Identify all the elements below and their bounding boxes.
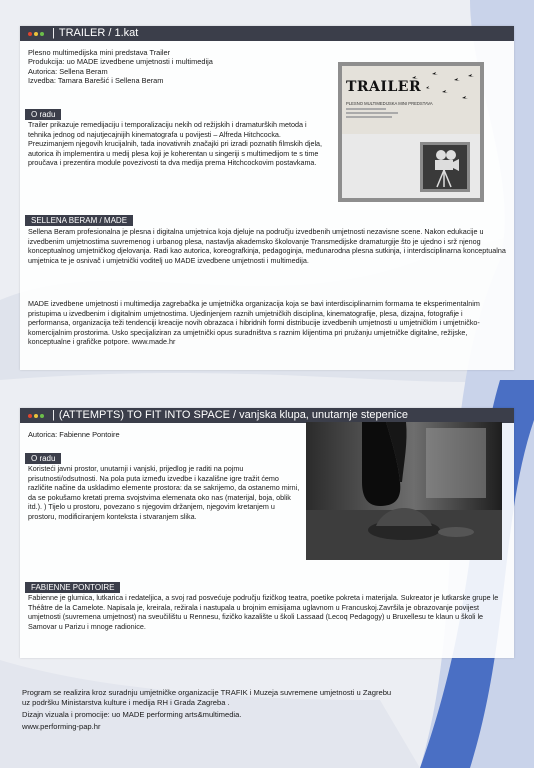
- trailer-poster: [338, 62, 484, 202]
- footer-line: Program se realizira kroz suradnju umjetničke organizacije TRAFIK i Muzeja suvremene umjetnosti u Zagrebu: [22, 688, 392, 697]
- film-camera-icon: [423, 145, 467, 189]
- dots-icon: [28, 32, 46, 36]
- section-title: (ATTEMPTS) TO FIT INTO SPACE / vanjska klupa, unutarnje stepenice: [58, 409, 408, 421]
- footer-line: uz podršku Ministarstva kulture i medija RH i Grada Zagreba .: [22, 698, 230, 707]
- poster-frame: [420, 142, 470, 192]
- section-title: TRAILER / 1.kat: [58, 27, 139, 39]
- poster-subtitle: PLESNO MULTIMEDIJSKA MINI PREDSTAVA: [346, 101, 433, 106]
- organization-bio: MADE izvedbene umjetnosti i multimedija zagrebačka je umjetnička organizacija koja se bavi interdisciplinarnim formama te eksperimentalnim pristupima u izvedbenim i digitalnim umjetnostima. Ujedinjenjem raznih umjetničkih disciplina, kinematografije, plesa, dizajna, fotografije i performansa, organizacija teži tendenciji kreacije novih obrazaca i hibridnih formi distribucije izvedbenih umjetnosti u umjetničkim i umjetničko-komercijalnim prostorima. Usko specijaliziran za umjetnički opus suradništva s raznim klijentima pri pružanju umjetničke digitalne, režijske, konceptualne i grafičke potpore. www.made.hr: [28, 299, 480, 347]
- intro-line: Autorica: Sellena Beram: [28, 66, 108, 76]
- section-attempts: [20, 408, 514, 658]
- author-line: Autorica: Fabienne Pontoire: [28, 430, 120, 439]
- intro-line: Produkcija: uo MADE izvedbene umjetnosti i multimedija: [28, 57, 213, 67]
- author-bio: Sellena Beram profesionalna je plesna i digitalna umjetnica koja djeluje na području izvedbenih umjetnosti nezavisne scene. Nakon edukacije u izvedbenim umjetnostima suvremenog i urbanog plesa, nastavlja akademsko školovanje Transmedijske dramaturgije što je ujedno i srž njenog konceptualnog umjetničkog djelovanja. Radi kao autorica, koreografkinja, pedagoginja, međunarodna plesna sutkinja, i interdisciplinarna konceptualna umjetnica te je osnivač i umjetnički voditelj uo MADE izvedbene umjetnosti i multimedija.: [28, 227, 506, 265]
- about-text: Koristeći javni prostor, unutarnji i vanjski, prijedlog je raditi na pojmu prisutnosti/odsutnosti. Na pola puta između izvedbe i kazališne igre tražit ćemo različite načine da uskladimo elemente prostora: da se sakrijemo, da ostanemo mirni, da se pokušamo kretati prema svojstvima elemenata oko nas (materijal, boja, oblik itd.). ) Tijelo u prostoru, povezano s njegovim držanjem, njegovim kretanjem u prostoru, modificiranjem konteksta i stvaranjem slika.: [28, 464, 300, 521]
- performance-photo: [306, 422, 502, 560]
- about-text: Trailer prikazuje remedijaciju i temporalizaciju nekih od režijskih i dramaturških metoda i tehnika jednog od najutjecajnijih kinematografa u povijesti – Alfreda Hitchcocka. Preuzimanjem njegovih krucijalnih, tada inovativnih značajki pri izradi poznatih filmskih djela, autorica ih implementira u medij plesa koji je koherentan u singeriji s multimedijom te s time proučava i prezentira module povezivosti ta dva medija prema Hitchcockovim postavkama.: [28, 120, 323, 168]
- about-tag: O radu: [25, 109, 61, 120]
- footer-line: Dizajn vizuala i promocije: uo MADE performing arts&multimedia.: [22, 710, 242, 719]
- author-tag: SELLENA BERAM / MADE: [25, 215, 133, 226]
- footer-link[interactable]: www.performing-pap.hr: [22, 722, 101, 731]
- intro-line: Izvedba: Tamara Barešić i Sellena Beram: [28, 76, 164, 86]
- poster-title: TRAILER: [346, 79, 422, 95]
- intro-block: [28, 48, 328, 86]
- section-header: [20, 408, 514, 423]
- footer: [22, 688, 462, 732]
- about-tag: O radu: [25, 453, 61, 464]
- section-header: [20, 26, 514, 41]
- dots-icon: [28, 414, 46, 418]
- birds-icon: [402, 70, 478, 110]
- author-bio: Fabienne je glumica, lutkarica i redateljica, a svoj rad posvećuje području fizičkog teatra, poetike pokreta i materijala. Sukreator je lutkarske grupe le Théâtre de la Camelote. Napisala je, kreirala, režirala i nastupala u brojnim emisijama uglavnom u Francuskoj.Završila je obrazovanje povijest umjetnosti (suvremena umjetnost) na sveučilištu u Rennesu, fizičko kazalište u školi Lassaad (Lecoq Pedagogy) u Bruxellesu te klaun u školi le Samovar u Parizu i mnoge radionice.: [28, 593, 499, 631]
- separator: |: [52, 409, 55, 421]
- section-trailer: [20, 26, 514, 370]
- author-tag: FABIENNE PONTOIRE: [25, 582, 120, 593]
- intro-line: Plesno multimedijska mini predstava Trailer: [28, 48, 171, 57]
- separator: |: [52, 27, 55, 39]
